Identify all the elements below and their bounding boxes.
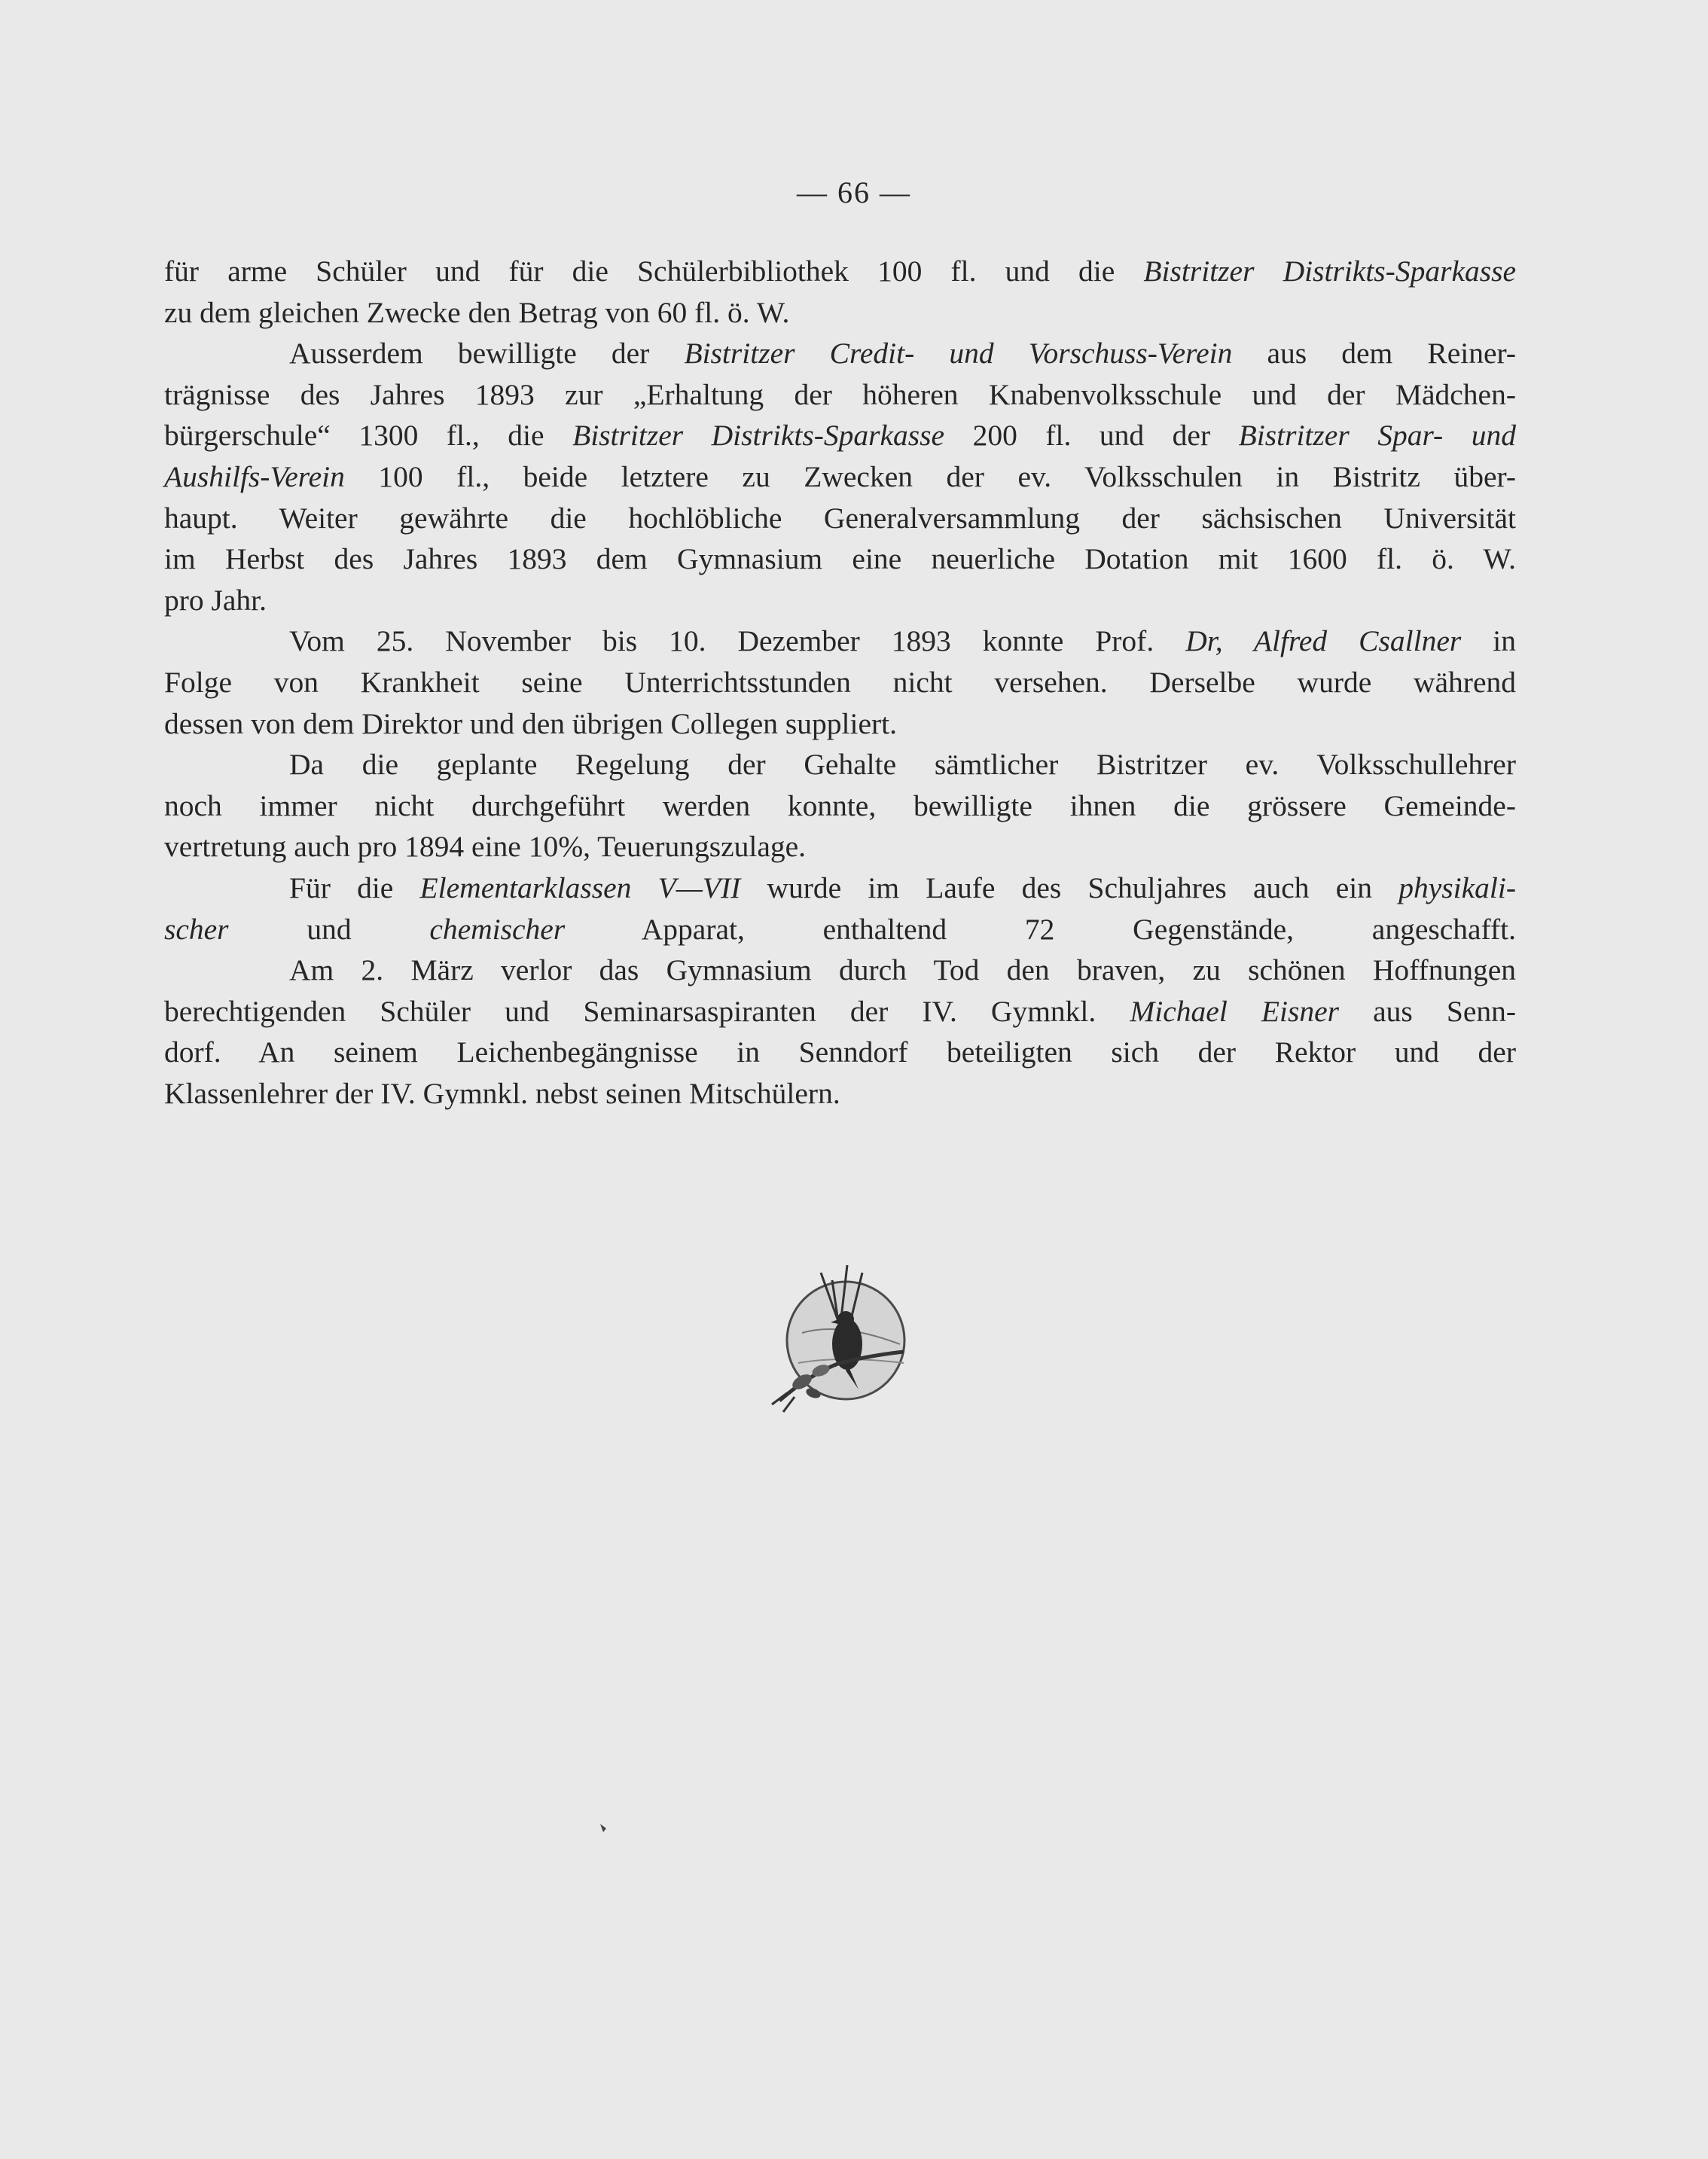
text-segment: wurde im Laufe des Schuljahres auch ein: [740, 871, 1399, 904]
body-text: [164, 251, 1516, 1114]
text-line: [164, 292, 1516, 334]
italic-name: Dr, Alfred Csallner: [1185, 624, 1462, 658]
text-line: [164, 251, 1516, 292]
italic-name: Bistritzer Distrikts-Sparkasse: [1143, 255, 1516, 288]
italic-name: Michael Eisner: [1130, 994, 1340, 1028]
text-segment: Ausserdem bewilligte der: [289, 337, 685, 371]
text-segment: zu dem gleichen Zwecke den Betrag von 60 fl. ö. W.: [164, 295, 790, 329]
italic-name: chemischer: [429, 912, 566, 946]
italic-name: physikali-: [1398, 871, 1516, 904]
text-line: [164, 498, 1516, 539]
text-line: [164, 456, 1516, 498]
text-line: [164, 538, 1516, 580]
text-line: [164, 950, 1516, 991]
text-line: [164, 744, 1516, 785]
text-segment: Am 2. März verlor das Gymnasium durch Tod den braven, zu schönen Hoffnungen: [289, 953, 1516, 987]
text-segment: vertretung auch pro 1894 eine 10%, Teuerungszulage.: [164, 830, 807, 864]
italic-name: Elementarklassen V—VII: [419, 871, 741, 904]
text-line: [164, 909, 1516, 950]
text-segment: dorf. An seinem Leichenbegängnisse in Senndorf beteiligten sich der Rektor und der: [164, 1035, 1516, 1069]
text-segment: Apparat, enthaltend 72 Gegenstände, angeschafft.: [565, 912, 1516, 946]
text-line: [164, 415, 1516, 456]
text-segment: berechtigenden Schüler und Seminarsaspiranten der IV. Gymnkl.: [164, 994, 1130, 1028]
text-segment: in: [1461, 624, 1516, 658]
text-segment: 100 fl., beide letztere zu Zwecken der ev. Volksschulen in Bistritz über-: [344, 459, 1516, 493]
text-line: [164, 785, 1516, 827]
italic-name: scher: [164, 912, 229, 946]
text-segment: Folge von Krankheit seine Unterrichtsstunden nicht versehen. Derselbe wurde während: [164, 665, 1516, 699]
text-segment: pro Jahr.: [164, 583, 267, 617]
text-segment: aus Senn-: [1339, 994, 1517, 1028]
text-segment: und: [228, 912, 430, 946]
text-segment: im Herbst des Jahres 1893 dem Gymnasium eine neuerliche Dotation mit 1600 fl. ö. W.: [164, 542, 1516, 576]
text-segment: Klassenlehrer der IV. Gymnkl. nebst seinen Mitschülern.: [164, 1076, 840, 1110]
text-segment: trägnisse des Jahres 1893 zur „Erhaltung der höheren Knabenvolksschule und der Mädchen-: [164, 377, 1516, 411]
text-segment: Für die: [289, 871, 420, 904]
bird-on-branch-vignette-icon: [757, 1250, 923, 1423]
text-line: [164, 662, 1516, 703]
text-line: [164, 868, 1516, 909]
ink-speck-icon: [599, 1822, 608, 1833]
text-line: [164, 621, 1516, 662]
text-segment: haupt. Weiter gewährte die hochlöbliche Generalversammlung der sächsischen Universität: [164, 501, 1516, 535]
text-segment: aus dem Reiner-: [1232, 337, 1516, 371]
italic-name: Bistritzer Spar- und: [1238, 419, 1516, 453]
text-segment: dessen von dem Direktor und den übrigen Collegen suppliert.: [164, 706, 898, 740]
text-line: [164, 1032, 1516, 1073]
text-segment: noch immer nicht durchgeführt werden konnte, bewilligte ihnen die grössere Gemeinde-: [164, 788, 1516, 822]
page-number: — 66 —: [797, 175, 911, 209]
text-line: [164, 333, 1516, 374]
text-line: [164, 374, 1516, 416]
italic-name: Aushilfs-Verein: [164, 459, 345, 493]
text-line: [164, 580, 1516, 621]
text-segment: bürgerschule“ 1300 fl., die: [164, 419, 573, 453]
text-line: [164, 826, 1516, 868]
text-segment: für arme Schüler und für die Schülerbibliothek 100 fl. und die: [164, 255, 1144, 288]
italic-name: Bistritzer Distrikts-Sparkasse: [572, 419, 945, 453]
text-segment: Vom 25. November bis 10. Dezember 1893 konnte Prof.: [289, 624, 1186, 658]
text-line: [164, 991, 1516, 1032]
text-segment: 200 fl. und der: [944, 419, 1239, 453]
italic-name: Bistritzer Credit- und Vorschuss-Verein: [684, 337, 1233, 371]
text-line: [164, 703, 1516, 745]
text-segment: Da die geplante Regelung der Gehalte sämtlicher Bistritzer ev. Volksschullehrer: [289, 748, 1516, 782]
text-line: [164, 1073, 1516, 1115]
